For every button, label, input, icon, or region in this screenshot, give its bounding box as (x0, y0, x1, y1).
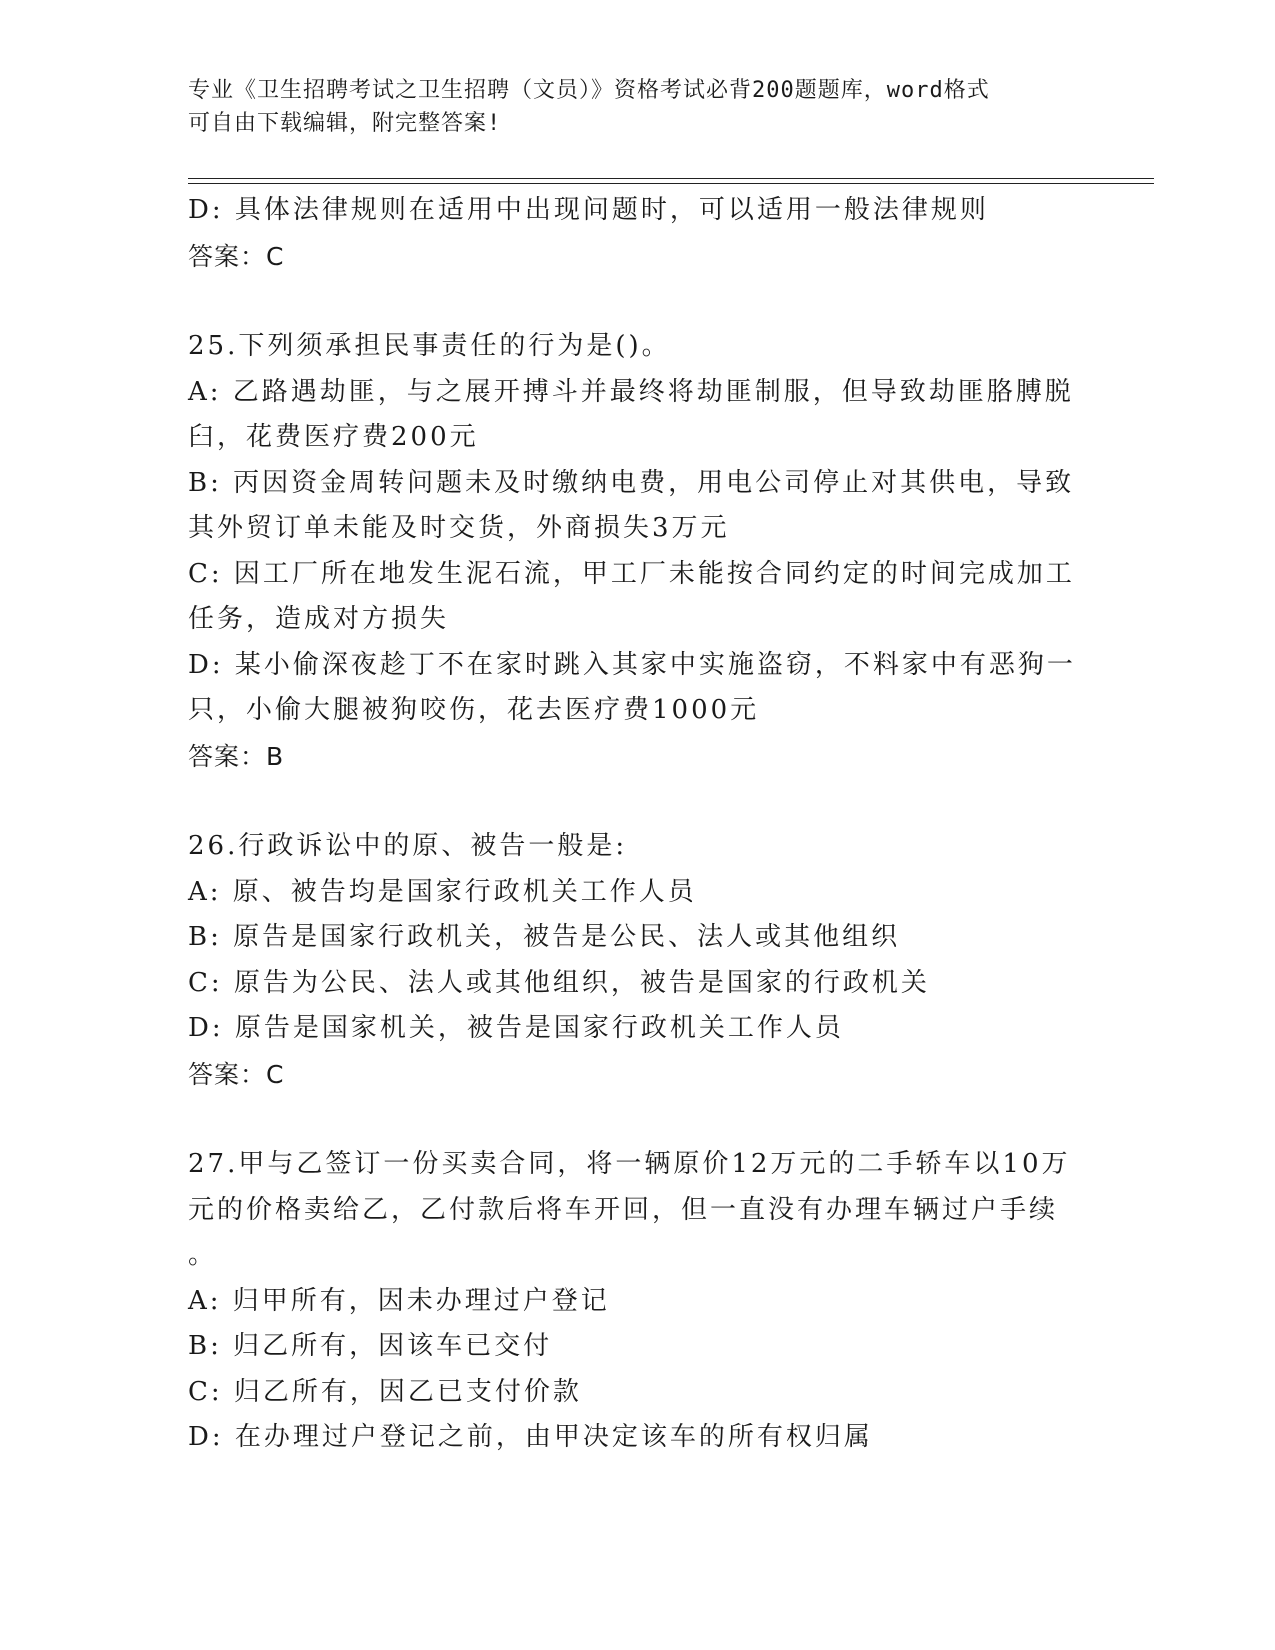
q25-option-d-line-2: 只，小偷大腿被狗咬伤，花去医疗费1000元 (188, 695, 760, 725)
question-24-tail (188, 188, 1078, 279)
q26-option-c: C: 原告为公民、法人或其他组织，被告是国家的行政机关 (188, 967, 930, 998)
q27-option-b: B: 归乙所有，因该车已交付 (188, 1331, 553, 1361)
q24-answer: 答案：C (188, 241, 285, 271)
q26-option-b: B: 原告是国家行政机关，被告是公民、法人或其他组织 (188, 922, 901, 952)
question-body (188, 188, 1078, 1461)
q27-option-d: D: 在办理过户登记之前，由甲决定该车的所有权归属 (188, 1422, 873, 1452)
q26-question: 26.行政诉讼中的原、被告一般是: (188, 831, 628, 861)
spacer (188, 779, 1078, 824)
q25-option-a-line-1: A: 乙路遇劫匪，与之展开搏斗并最终将劫匪制服，但导致劫匪胳膊脱 (188, 376, 1074, 407)
header-divider-top (188, 178, 1154, 179)
q25-option-b-line-1: B: 丙因资金周转问题未及时缴纳电费，用电公司停止对其供电，导致 (188, 467, 1075, 498)
question-25 (188, 324, 1078, 779)
q25-option-d-line-1: D: 某小偷深夜趁丁不在家时跳入其家中实施盗窃，不料家中有恶狗一 (188, 649, 1076, 680)
q27-question-line-3: 。 (188, 1240, 218, 1270)
q26-option-d: D: 原告是国家机关，被告是国家行政机关工作人员 (188, 1013, 844, 1043)
header-title-line-2: 可自由下载编辑，附完整答案! (188, 111, 502, 136)
header-divider-bottom (188, 183, 1154, 184)
q27-question-line-2: 元的价格卖给乙，乙付款后将车开回，但一直没有办理车辆过户手续 (188, 1194, 1059, 1225)
q24-option-d: D: 具体法律规则在适用中出现问题时，可以适用一般法律规则 (188, 195, 989, 225)
q25-option-c-line-2: 任务，造成对方损失 (188, 604, 450, 634)
q27-option-c: C: 归乙所有，因乙已支付价款 (188, 1376, 582, 1407)
q26-answer: 答案：C (188, 1059, 285, 1089)
q27-question-line-1: 27.甲与乙签订一份买卖合同，将一辆原价12万元的二手轿车以10万 (188, 1149, 1071, 1179)
spacer (188, 1097, 1078, 1142)
q25-option-c-line-1: C: 因工厂所在地发生泥石流，甲工厂未能按合同约定的时间完成加工 (188, 558, 1075, 589)
page-header (188, 74, 1068, 140)
q25-option-a-line-2: 臼，花费医疗费200元 (188, 422, 479, 452)
q26-option-a: A: 原、被告均是国家行政机关工作人员 (188, 876, 697, 907)
q25-answer: 答案：B (188, 741, 285, 771)
question-27 (188, 1142, 1078, 1461)
q25-question: 25.下列须承担民事责任的行为是()。 (188, 331, 671, 361)
question-26 (188, 824, 1078, 1097)
spacer (188, 279, 1078, 324)
header-title-line-1: 专业《卫生招聘考试之卫生招聘（文员）》资格考试必背200题题库，word格式 (188, 78, 990, 103)
q25-option-b-line-2: 其外贸订单未能及时交货，外商损失3万元 (188, 513, 730, 543)
q27-option-a: A: 归甲所有，因未办理过户登记 (188, 1285, 610, 1316)
